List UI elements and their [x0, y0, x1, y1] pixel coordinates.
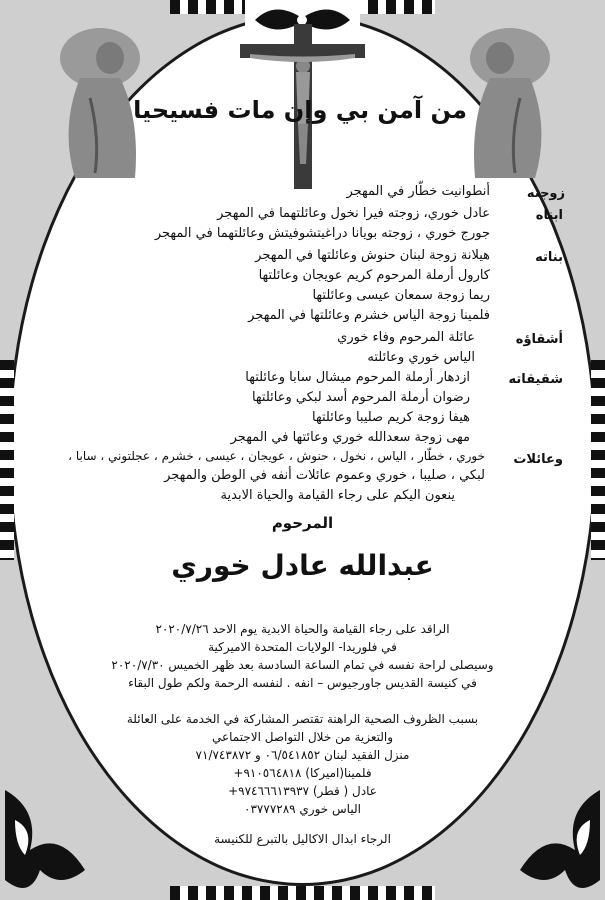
deceased-name: عبدالله عادل خوري [171, 549, 434, 582]
condolence-line: الياس خوري ٠٣٧٧٧٢٨٩ [244, 802, 361, 816]
sons-line: عادل خوري، زوجته فيرا نخول وعائلتهما في المهجر [217, 206, 490, 221]
label-daughters: بناته [535, 250, 563, 265]
bottom-left-ornament-icon [0, 760, 95, 900]
sons-line: جورج خوري ، زوجته بويانا دراغيتشوفيتش وعائلتهما في المهجر [154, 226, 490, 241]
wife-line: أنطوانيت خطّار في المهجر [346, 184, 490, 199]
brothers-line: عائلة المرحوم وفاء خوري [337, 330, 475, 345]
sisters-line: ازدهار أرملة المرحوم ميشال سابا وعائلتها [245, 370, 470, 385]
label-brothers: أشقاؤه [515, 332, 563, 347]
bottom-right-ornament-icon [510, 760, 605, 900]
sisters-line: هيفا زوجة كريم صليبا وعائلتها [312, 410, 470, 425]
label-sisters: شقيقاته [508, 372, 563, 387]
deceased-title: المرحوم [271, 514, 334, 532]
details-line: الراقد على رجاء القيامة والحياة الابدية يوم الاحد ٢٠٢٠/٧/٢٦ [155, 622, 450, 636]
label-wife: زوجته [526, 186, 565, 201]
sisters-line: مهى زوجة سعدالله خوري وعائتها في المهجر [230, 430, 470, 445]
details-line: في كنيسة القديس جاورجيوس – انفه . لنفسه الرحمة ولكم طول البقاء [128, 676, 477, 690]
bottom-stripe-border [170, 886, 435, 900]
condolence-line: منزل الفقيد لبنان ٠٦/٥٤١٨٥٢ و ٧١/٧٤٣٨٧٢ [195, 748, 410, 762]
daughters-line: فلمينا زوجة الياس خشرم وعائلتها في المهجر [248, 308, 490, 323]
brothers-line: الياس خوري وعائلته [367, 350, 475, 365]
details-line: في فلوريدا- الولايات المتحدة الاميركية [208, 640, 397, 654]
label-sons: ابناه [535, 208, 563, 223]
daughters-line: هيلانة زوجة لبنان حنوش وعائلتها في المهجر [255, 248, 490, 263]
condolence-line: عادل ( قطر) ٩٧٤٦٦٦١٣٩٣٧+ [228, 784, 377, 798]
details-line: وسيصلى لراحة نفسه في تمام الساعة السادسة بعد ظهر الخميس ٢٠٢٠/٧/٣٠ [111, 658, 494, 672]
footer-note: الرجاء ابدال الاكاليل بالتبرع للكنيسة [214, 832, 391, 846]
families-line: ينعون اليكم على رجاء القيامة والحياة الابدية [220, 488, 455, 503]
families-line: لبكي ، صليبا ، خوري وعموم عائلات أنفه في الوطن والمهجر [164, 468, 485, 483]
condolence-line: بسبب الظروف الصحية الراهنة تقتصر المشاركة في الخدمة على العائلة [126, 712, 479, 726]
right-angel-icon [460, 18, 570, 183]
label-families: وعائلات [513, 452, 563, 467]
headline-verse: من آمن بي وإن مات فسيحيا [133, 96, 467, 124]
condolence-line: والتعزية من خلال التواصل الاجتماعي [211, 730, 394, 744]
daughters-line: ريما زوجة سمعان عيسى وعائلتها [312, 288, 490, 303]
families-line: خوري ، خطّار ، الياس ، نخول ، حنوش ، عويجان ، عيسى ، خشرم ، عجلتوني ، سابا ، [68, 449, 485, 463]
sisters-line: رضوان أرملة المرحوم أسد لبكي وعائلتها [251, 390, 470, 405]
condolence-line: فلمينا(اميركا) ٩١٠٥٦٤٨١٨+ [233, 766, 372, 780]
daughters-line: كارول أرملة المرحوم كريم عويجان وعائلتها [258, 268, 490, 283]
